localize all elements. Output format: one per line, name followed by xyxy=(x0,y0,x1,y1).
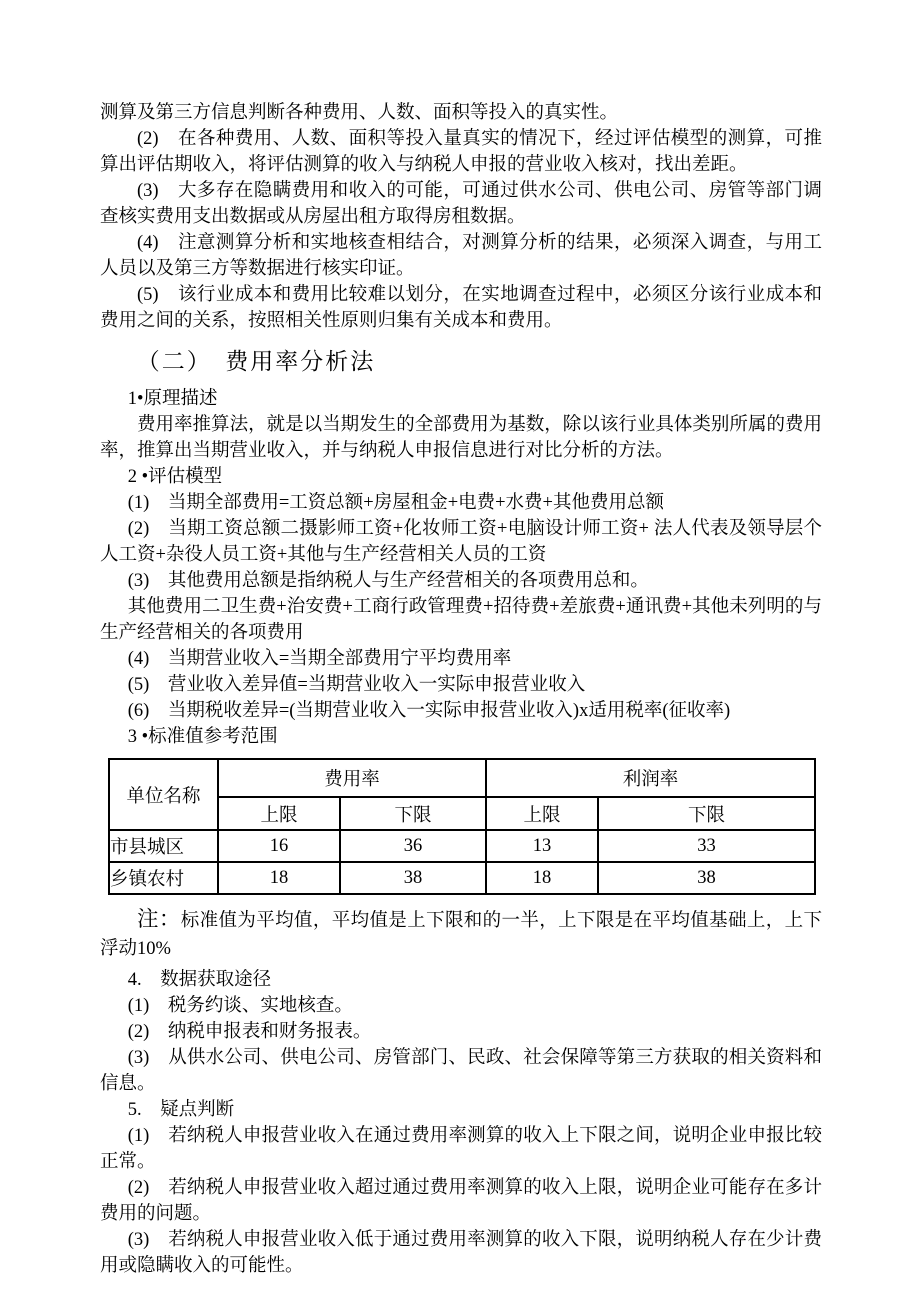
formula-item: (4) 当期营业收入=当期全部费用宁平均费用率 xyxy=(127,649,512,669)
table-subheader-upper: 上限 xyxy=(218,797,340,830)
table-cell-unit: 乡镇农村 xyxy=(109,862,218,894)
table-header-profit-rate: 利润率 xyxy=(486,759,815,797)
formula-item: (2) 当期工资总额二摄影师工资+化妆师工资+电脑设计师工资+ 法人代表及领导层个人工资+杂役人员工资+其他与生产经营相关人员的工资 xyxy=(100,519,822,565)
subsection-heading: 3 •标准值参考范围 xyxy=(127,727,278,747)
table-header-expense-rate: 费用率 xyxy=(218,759,486,797)
subsection-heading: 1•原理描述 xyxy=(127,389,218,409)
table-cell-unit: 市县城区 xyxy=(109,830,218,862)
list-item: (1) 税务约谈、实地核查。 xyxy=(127,996,353,1016)
table-subheader-upper: 上限 xyxy=(486,797,598,830)
body-paragraph: (2) 在各种费用、人数、面积等投入量真实的情况下，经过评估模型的测算，可推算出评估期收入，将评估测算的收入与纳税人申报的营业收入核对，找出差距。 xyxy=(100,129,822,175)
table-cell-value: 36 xyxy=(340,830,486,862)
body-paragraph: 测算及第三方信息判断各种费用、人数、面积等投入的真实性。 xyxy=(100,103,619,123)
note-label: 注： xyxy=(137,907,181,931)
table-header-unit-name: 单位名称 xyxy=(109,759,218,830)
list-item: (2) 若纳税人申报营业收入超过通过费用率测算的收入上限，说明企业可能存在多计费用的问题。 xyxy=(100,1178,822,1224)
list-item: (2) 纳税申报表和财务报表。 xyxy=(127,1022,372,1042)
subsection-heading: 2 •评估模型 xyxy=(127,467,223,487)
standards-table xyxy=(108,758,816,895)
body-paragraph: (4) 注意测算分析和实地核查相结合，对测算分析的结果，必须深入调查，与用工人员以及第三方等数据进行核实印证。 xyxy=(100,233,822,279)
section-heading: （二） 费用率分析法 xyxy=(136,349,376,374)
table-cell-value: 18 xyxy=(218,862,340,894)
table-subheader-lower: 下限 xyxy=(340,797,486,830)
body-paragraph: 费用率推算法，就是以当期发生的全部费用为基数，除以该行业具体类别所属的费用率，推算出当期营业收入，并与纳税人申报信息进行对比分析的方法。 xyxy=(100,415,822,461)
formula-item: 其他费用二卫生费+治安费+工商行政管理费+招待费+差旅费+通讯费+其他未列明的与生产经营相关的各项费用 xyxy=(100,597,822,643)
table-cell-value: 38 xyxy=(340,862,486,894)
list-item: (1) 若纳税人申报营业收入在通过费用率测算的收入上下限之间，说明企业申报比较正常。 xyxy=(100,1126,822,1172)
list-item: (3) 从供水公司、供电公司、房管部门、民政、社会保障等第三方获取的相关资料和信息。 xyxy=(100,1048,822,1094)
subsection-heading: 5. 疑点判断 xyxy=(127,1100,235,1120)
formula-item: (6) 当期税收差异=(当期营业收入一实际申报营业收入)x适用税率(征收率) xyxy=(127,701,731,721)
note-paragraph xyxy=(100,905,822,963)
table-row xyxy=(109,830,815,862)
table-cell-value: 16 xyxy=(218,830,340,862)
formula-item: (1) 当期全部费用=工资总额+房屋租金+电费+水费+其他费用总额 xyxy=(127,493,664,513)
formula-item: (3) 其他费用总额是指纳税人与生产经营相关的各项费用总和。 xyxy=(127,571,649,591)
table-header-row xyxy=(109,759,815,797)
table-subheader-lower: 下限 xyxy=(598,797,815,830)
table-cell-value: 38 xyxy=(598,862,815,894)
table-cell-value: 18 xyxy=(486,862,598,894)
table-row xyxy=(109,862,815,894)
body-paragraph: (5) 该行业成本和费用比较难以划分，在实地调查过程中，必须区分该行业成本和费用之间的关系，按照相关性原则归集有关成本和费用。 xyxy=(100,285,822,331)
table-cell-value: 13 xyxy=(486,830,598,862)
subsection-heading: 4. 数据获取途径 xyxy=(127,970,272,990)
note-text: 标准值为平均值，平均值是上下限和的一半，上下限是在平均值基础上，上下浮动10% xyxy=(100,911,822,959)
formula-item: (5) 营业收入差异值=当期营业收入一实际申报营业收入 xyxy=(127,675,586,695)
list-item: (3) 若纳税人申报营业收入低于通过费用率测算的收入下限，说明纳税人存在少计费用或隐瞒收入的可能性。 xyxy=(100,1230,822,1276)
body-paragraph: (3) 大多存在隐瞒费用和收入的可能，可通过供水公司、供电公司、房管等部门调查核实费用支出数据或从房屋出租方取得房租数据。 xyxy=(100,181,822,227)
table-cell-value: 33 xyxy=(598,830,815,862)
